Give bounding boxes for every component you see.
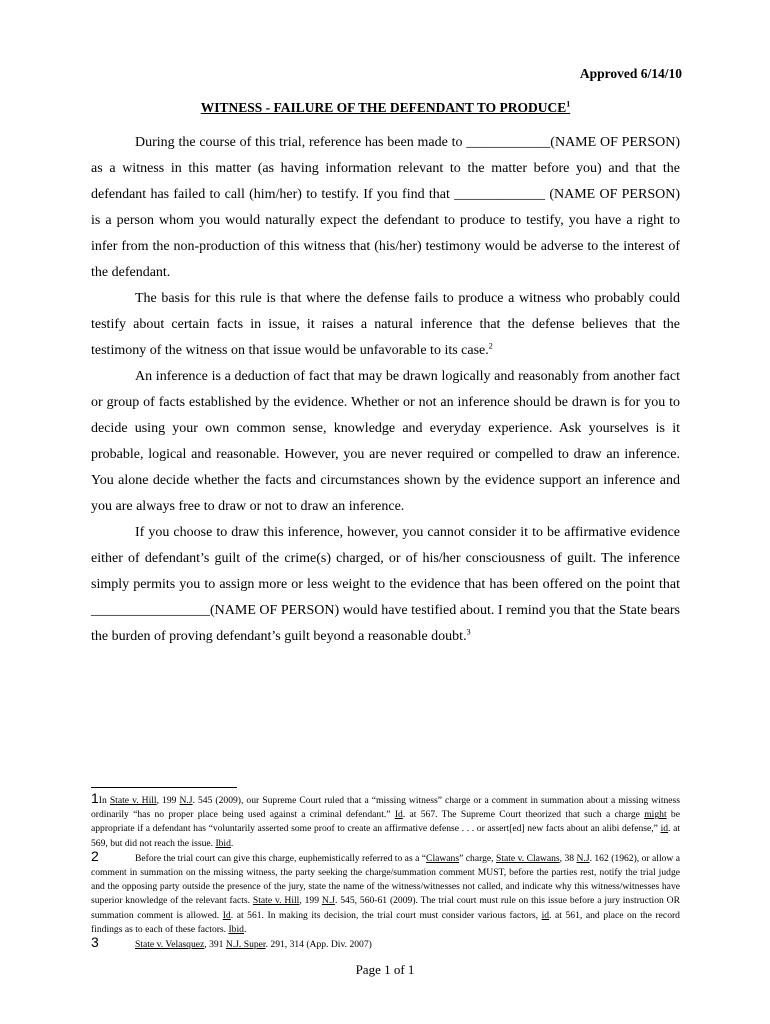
footnote-ref-2[interactable]: 2 xyxy=(488,341,493,351)
page-title xyxy=(91,100,680,116)
footnote-ref-1[interactable]: 1 xyxy=(566,99,571,109)
paragraph-4-text: If you choose to draw this inference, however, you cannot consider it to be affirmative evidence either of defendant’s guilt of the crime(s) charged, or of his/her consciousness of guilt. The inference simply permits you to assign more or less weight to the evidence that has been offered on the point that _________________(NAME OF PERSON) would have testified about. I remind you that the State bears the burden of proving defendant’s guilt beyond a reasonable doubt. xyxy=(91,525,680,644)
paragraph-2-text: The basis for this rule is that where the defense fails to produce a witness who probably could testify about certain facts in issue, it raises a natural inference that the defense believes that the testimony of the witness on that issue would be unfavorable to its case. xyxy=(91,291,680,358)
case-citation: State v. Clawans xyxy=(496,852,560,864)
case-citation: State v. Hill xyxy=(109,795,157,806)
id-citation: Id xyxy=(222,909,231,921)
footnote-text: , 199 xyxy=(156,795,180,806)
footnote-2 xyxy=(91,847,681,937)
footnote-text: , 199 xyxy=(299,895,322,907)
paragraph-1: During the course of this trial, reference has been made to ____________(NAME OF PERSON) as a witness in this matter (as having information relevant to the matter before you) and that the defendant has failed to call (him/her) to testify. If you find that _____________ (NAME OF PERSON) is a person whom you would naturally expect the defendant to produce to testify, you have a right to infer from the non-production of this witness that (his/her) testimony would be adverse to the interest of the defendant. xyxy=(91,135,680,280)
footnote-3 xyxy=(91,934,680,952)
footnote-text: . 291, 314 (App. Div. 2007) xyxy=(265,939,372,951)
footnote-number: 3 xyxy=(91,934,99,951)
id-citation: Id xyxy=(394,809,403,821)
footnote-text: , 38 xyxy=(559,852,577,864)
footnote-text: ” charge, xyxy=(459,852,496,864)
footnote-text: . at 569, but did not reach the issue. xyxy=(91,823,681,849)
footnote-number: 1 xyxy=(91,790,99,806)
ibid-citation: Ibid xyxy=(215,837,231,849)
footnote-1 xyxy=(91,790,681,851)
footnote-text: Before the trial court can give this charge, euphemistically referred to as a “ xyxy=(135,852,427,864)
id-citation: id xyxy=(660,823,669,835)
footnote-text: be appropriate if a defendant has “voluntarily asserted some proof to create an affirmative defense . . . or assert[ed] new facts about an alibi defense,” xyxy=(91,809,680,835)
reporter-citation: N.J. Super xyxy=(225,939,266,951)
emphasis-might: might xyxy=(644,809,667,821)
paragraph-4 xyxy=(91,520,680,650)
footnote-text: . xyxy=(243,923,247,935)
footnote-text: . at 561, and place on the record findings as to each of these factors. xyxy=(91,909,680,935)
clawans-term: Clawans xyxy=(426,852,460,864)
document-body xyxy=(91,130,680,650)
footnote-ref-3[interactable]: 3 xyxy=(466,627,471,637)
id-citation: id xyxy=(541,909,550,921)
approval-date: Approved 6/14/10 xyxy=(579,66,682,81)
footnote-text: In xyxy=(98,795,110,806)
case-citation: State v. Hill xyxy=(252,895,300,907)
page-number: Page 1 of 1 xyxy=(355,962,415,977)
reporter-citation: N.J xyxy=(576,852,590,864)
footnote-text: . 545, 560-61 (2009). The trial court must rule on this issue before a jury instruction OR summation comment is allowed. xyxy=(91,895,680,921)
footnote-text: , 391 xyxy=(204,939,226,951)
case-citation: State v. Velasquez xyxy=(135,939,205,951)
footnote-text: . 545 (2009), our Supreme Court ruled that a “missing witness” charge or a comment in summation about a missing witness ordinarily “has no proper place being used against a criminal defendant.” xyxy=(91,795,681,821)
footnote-text: . at 561. In making its decision, the trial court must consider various factors, xyxy=(230,909,542,921)
footnote-separator xyxy=(91,787,237,788)
ibid-citation: Ibid xyxy=(228,923,244,935)
footnotes xyxy=(91,790,681,952)
footnote-text: . at 567. The Supreme Court theorized that such a charge xyxy=(402,809,645,821)
reporter-citation: N.J xyxy=(179,795,193,806)
paragraph-2 xyxy=(91,286,680,364)
reporter-citation: N.J xyxy=(321,895,335,907)
title-text: WITNESS - FAILURE OF THE DEFENDANT TO PRODUCE xyxy=(200,100,567,115)
paragraph-3: An inference is a deduction of fact that may be drawn logically and reasonably from another fact or group of facts established by the evidence. Whether or not an inference should be drawn is for you to decide using your own common sense, knowledge and everyday experience. Ask yourselves is it probable, logical and reasonable. However, you are never required or compelled to draw an inference. You alone decide whether the facts and circumstances shown by the evidence support an inference and you are always free to draw or not to draw an inference. xyxy=(91,369,680,514)
footnote-text: . xyxy=(230,837,234,849)
footnote-text: . 162 (1962), or allow a comment in summation on the missing witness, the party seeking the charge/summation comment MUST, before the parties rest, notify the trial judge and the opposing party outside the presence of the jury, state the name of the witness/witnesses not called, and indicate why this witness/witnesses have superior knowledge of the relevant facts. xyxy=(91,852,681,907)
footnote-number: 2 xyxy=(91,847,99,864)
